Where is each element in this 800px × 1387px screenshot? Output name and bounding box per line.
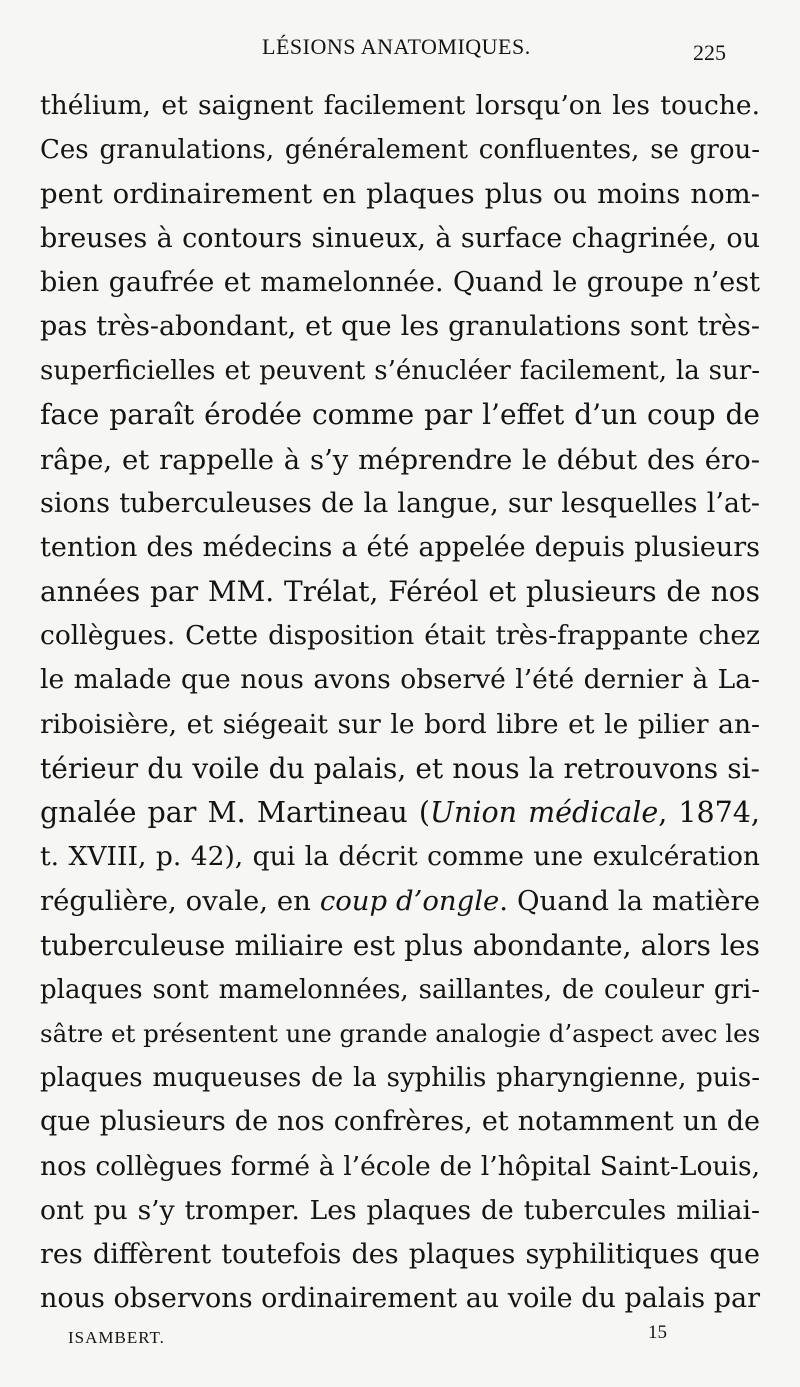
page-footer (0, 1318, 800, 1358)
text-line (40, 879, 760, 923)
text-line: face paraît érodée comme par l’effet d’un coup de (40, 398, 760, 432)
text-line: riboisière, et siégeait sur le bord libre et le pilier an- (40, 708, 760, 740)
text-line (40, 791, 760, 835)
text-segment: régulière, ovale, en (40, 885, 320, 918)
text-line: tuberculeuse miliaire est plus abondante, alors les (40, 928, 760, 962)
text-line: nous observons ordinairement au voile du palais par (40, 1283, 760, 1315)
text-line: pent ordinairement en plaques plus ou moins nom- (40, 178, 760, 211)
sheet-number: 15 (648, 1322, 667, 1343)
page-number: 225 (693, 40, 726, 65)
text-line: plaques sont mamelonnées, saillantes, de couleur gri- (40, 974, 760, 1005)
body-text (40, 84, 760, 1321)
italic-citation: Union médicale (429, 796, 659, 829)
text-line: superficielles et peuvent s’énucléer facilement, la sur- (40, 356, 760, 387)
text-line: térieur du voile du palais, et nous la retrouvons si- (40, 751, 760, 785)
signature-mark: ISAMBERT. (68, 1328, 165, 1347)
running-head (0, 30, 800, 70)
text-line: nos collègues formé à l’école de l’hôpital Saint-Louis, (40, 1150, 760, 1182)
text-line: sions tuberculeuses de la langue, sur lesquelles l’at- (40, 487, 760, 519)
text-line: t. XVIII, p. 42), qui la décrit comme une exulcération (40, 841, 760, 873)
text-segment: gnalée par M. Martineau ( (40, 796, 430, 829)
text-line: thélium, et saignent facilement lorsqu’on les touche. (40, 90, 760, 121)
text-line: années par MM. Trélat, Féréol et plusieurs de nos (40, 575, 760, 609)
text-line: plaques muqueuses de la syphilis pharyngienne, puis- (40, 1063, 760, 1094)
text-line: râpe, et rappelle à s’y méprendre le début des éro- (40, 443, 760, 476)
text-line: que plusieurs de nos confrères, et notamment un de (40, 1106, 760, 1138)
text-line: pas très-abondant, et que les granulations sont très- (40, 310, 760, 342)
text-line: sâtre et présentent une grande analogie d’aspect avec les (40, 1018, 761, 1048)
text-line: ont pu s’y tromper. Les plaques de tubercules miliai- (40, 1194, 760, 1226)
italic-citation: coup d’ongle (319, 885, 500, 918)
text-line: collègues. Cette disposition était très-frappante chez (40, 620, 760, 652)
text-line: Ces granulations, généralement confluentes, se grou- (40, 135, 760, 166)
text-line: tention des médecins a été appelée depuis plusieurs (40, 531, 760, 563)
text-line: res diffèrent toutefois des plaques syphilitiques que (40, 1238, 760, 1270)
running-head-title: LÉSIONS ANATOMIQUES. (262, 34, 531, 59)
text-line: bien gaufrée et mamelonnée. Quand le groupe n’est (40, 266, 760, 298)
text-segment: , 1874, (658, 796, 760, 829)
text-line: breuses à contours sinueux, à surface chagrinée, ou (40, 222, 760, 254)
text-segment: . Quand la matière (499, 885, 760, 918)
text-line: le malade que nous avons observé l’été dernier à La- (40, 664, 760, 696)
